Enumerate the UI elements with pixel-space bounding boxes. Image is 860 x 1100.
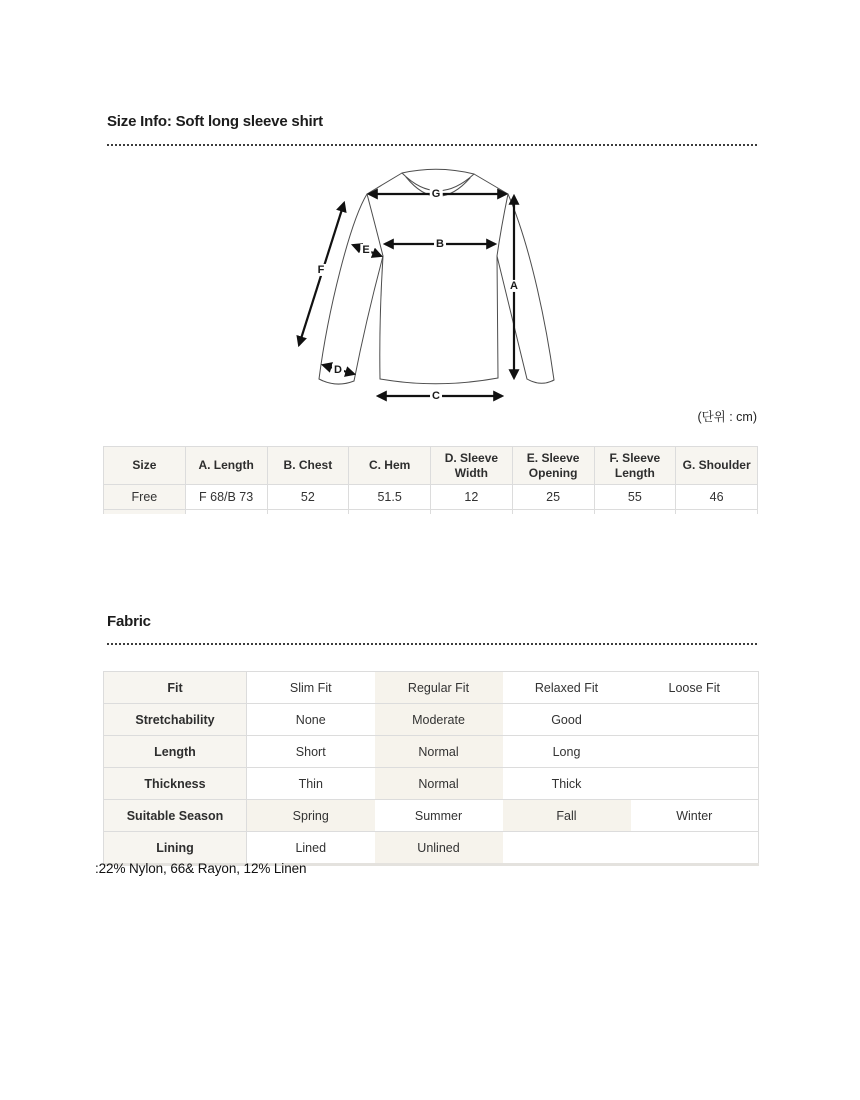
fabric-row-label: Thickness xyxy=(104,768,247,800)
fabric-value-cell: Loose Fit xyxy=(631,672,759,704)
size-table-header: Size xyxy=(104,447,186,485)
size-table xyxy=(103,446,758,514)
fabric-value-cell: Relaxed Fit xyxy=(503,672,631,704)
measurement-label-b: B xyxy=(436,237,444,250)
fabric-row-label: Length xyxy=(104,736,247,768)
fabric-row-suitable-season xyxy=(104,800,759,832)
fabric-value-cell: Lined xyxy=(247,832,375,865)
fabric-value-cell-selected: Fall xyxy=(503,800,631,832)
fabric-value-cell-selected: Unlined xyxy=(375,832,503,865)
size-table-clipped-row xyxy=(104,510,758,515)
measurement-label-f: F xyxy=(317,263,325,276)
fabric-value-cell: Slim Fit xyxy=(247,672,375,704)
size-table-header: A. Length xyxy=(185,447,267,485)
measurement-label-a: A xyxy=(510,279,518,292)
fabric-value-cell: Good xyxy=(503,704,631,736)
size-table-cell: F 68/B 73 xyxy=(185,485,267,510)
fabric-value-cell: Long xyxy=(503,736,631,768)
measurement-label-g: G xyxy=(431,187,441,200)
size-table-cell: Free xyxy=(104,485,186,510)
size-table-cell: 12 xyxy=(431,485,513,510)
fabric-value-cell xyxy=(631,832,759,865)
fabric-value-cell: Thick xyxy=(503,768,631,800)
size-table-cell: 55 xyxy=(594,485,676,510)
fabric-row-lining xyxy=(104,832,759,865)
fabric-row-stretchability xyxy=(104,704,759,736)
size-section-title: Size Info: Soft long sleeve shirt xyxy=(107,113,323,130)
fabric-value-cell-selected: Moderate xyxy=(375,704,503,736)
measurement-label-d: D xyxy=(334,363,342,376)
fabric-value-cell: None xyxy=(247,704,375,736)
size-table-cell: 46 xyxy=(676,485,758,510)
fabric-value-cell: Winter xyxy=(631,800,759,832)
fabric-row-fit xyxy=(104,672,759,704)
fabric-value-cell-selected: Regular Fit xyxy=(375,672,503,704)
size-table-row xyxy=(104,485,758,510)
size-table-header: C. Hem xyxy=(349,447,431,485)
fabric-value-cell-selected: Spring xyxy=(247,800,375,832)
fabric-value-cell xyxy=(631,704,759,736)
fabric-value-cell: Summer xyxy=(375,800,503,832)
fabric-value-cell-selected: Normal xyxy=(375,736,503,768)
measurement-label-e: E xyxy=(362,243,370,256)
fabric-value-cell: Short xyxy=(247,736,375,768)
fabric-value-cell xyxy=(631,736,759,768)
size-table-header: D. Sleeve Width xyxy=(431,447,513,485)
fabric-row-length xyxy=(104,736,759,768)
fabric-composition-note: :22% Nylon, 66& Rayon, 12% Linen xyxy=(95,861,307,876)
size-table-header: E. Sleeve Opening xyxy=(512,447,594,485)
fabric-value-cell xyxy=(631,768,759,800)
size-table-header: B. Chest xyxy=(267,447,349,485)
fabric-row-thickness xyxy=(104,768,759,800)
size-table-header-row xyxy=(104,447,758,485)
fabric-row-label: Stretchability xyxy=(104,704,247,736)
fabric-value-cell xyxy=(503,832,631,865)
fabric-row-label: Lining xyxy=(104,832,247,865)
dotted-divider xyxy=(107,144,757,146)
size-table-cell: 52 xyxy=(267,485,349,510)
shirt-outline xyxy=(319,169,554,384)
size-table-cell: 25 xyxy=(512,485,594,510)
dotted-divider xyxy=(107,643,757,645)
size-table-cell: 51.5 xyxy=(349,485,431,510)
fabric-value-cell-selected: Normal xyxy=(375,768,503,800)
fabric-row-label: Fit xyxy=(104,672,247,704)
unit-note: (단위 : cm) xyxy=(697,410,757,424)
fabric-row-label: Suitable Season xyxy=(104,800,247,832)
size-table-header: F. Sleeve Length xyxy=(594,447,676,485)
measurement-label-c: C xyxy=(432,389,440,402)
fabric-table xyxy=(103,671,759,866)
fabric-section-title: Fabric xyxy=(107,613,151,630)
fabric-value-cell: Thin xyxy=(247,768,375,800)
size-table-header: G. Shoulder xyxy=(676,447,758,485)
